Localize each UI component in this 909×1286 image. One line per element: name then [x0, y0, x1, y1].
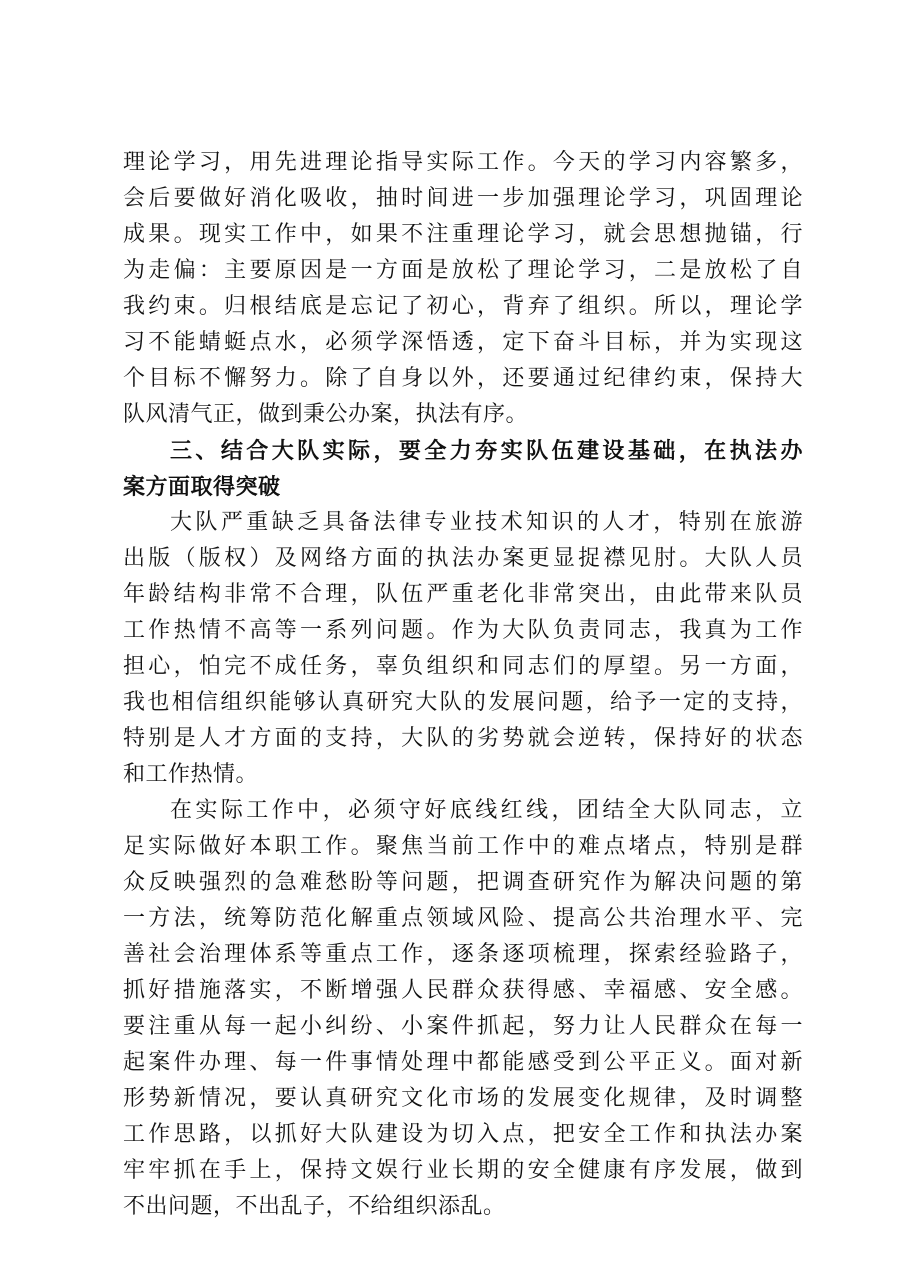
para2-line-2: 出版（版权）及网络方面的执法办案更显捉襟见肘。大队人员 [123, 546, 803, 571]
para3-line-3: 众反映强烈的急难愁盼等问题，把调查研究作为解决问题的第 [123, 870, 803, 895]
para3-line-12: 不出问题，不出乱子，不给组织添乱。 [123, 1194, 506, 1219]
section-heading-line-2: 案方面取得突破 [123, 474, 281, 500]
para3-line-4: 一方法，统筹防范化解重点领域风险、提高公共治理水平、完 [123, 906, 803, 931]
para1-line-2: 会后要做好消化吸收，抽时间进一步加强理论学习，巩固理论 [123, 186, 803, 211]
para2-line-7: 特别是人才方面的支持，大队的劣势就会逆转，保持好的状态 [123, 726, 803, 751]
para3-line-6: 抓好措施落实，不断增强人民群众获得感、幸福感、安全感。 [123, 978, 803, 1003]
para2-line-5: 担心，怕完不成任务，辜负组织和同志们的厚望。另一方面， [123, 654, 803, 679]
para3-line-2: 足实际做好本职工作。聚焦当前工作中的难点堵点，特别是群 [123, 834, 803, 859]
para1-line-4: 为走偏：主要原因是一方面是放松了理论学习，二是放松了自 [123, 258, 803, 283]
para2-line-8: 和工作热情。 [123, 762, 259, 787]
para1-line-3: 成果。现实工作中，如果不注重理论学习，就会思想抛锚，行 [123, 222, 803, 247]
para3-line-8: 起案件办理、每一件事情处理中都能感受到公平正义。面对新 [123, 1050, 803, 1075]
para1-line-8: 队风清气正，做到秉公办案，执法有序。 [123, 402, 529, 427]
para1-line-5: 我约束。归根结底是忘记了初心，背弃了组织。所以，理论学 [123, 294, 803, 319]
para3-line-5: 善社会治理体系等重点工作，逐条逐项梳理，探索经验路子， [123, 942, 803, 967]
para2-line-1: 大队严重缺乏具备法律专业技术知识的人才，特别在旅游 [170, 510, 803, 535]
para3-line-10: 工作思路，以抓好大队建设为切入点，把安全工作和执法办案 [123, 1122, 803, 1147]
para2-line-4: 工作热情不高等一系列问题。作为大队负责同志，我真为工作 [123, 618, 803, 643]
para2-line-6: 我也相信组织能够认真研究大队的发展问题，给予一定的支持， [123, 690, 803, 715]
section-heading-line-1: 三、结合大队实际，要全力夯实队伍建设基础，在执法办 [170, 438, 803, 464]
para3-line-11: 牢牢抓在手上，保持文娱行业长期的安全健康有序发展，做到 [123, 1158, 803, 1183]
para1-line-6: 习不能蜻蜓点水，必须学深悟透，定下奋斗目标，并为实现这 [123, 330, 803, 355]
para3-line-1: 在实际工作中，必须守好底线红线，团结全大队同志，立 [170, 798, 803, 823]
para1-line-7: 个目标不懈努力。除了自身以外，还要通过纪律约束，保持大 [123, 366, 803, 391]
para3-line-9: 形势新情况，要认真研究文化市场的发展变化规律，及时调整 [123, 1086, 803, 1111]
para3-line-7: 要注重从每一起小纠纷、小案件抓起，努力让人民群众在每一 [123, 1014, 803, 1039]
para1-line-1: 理论学习，用先进理论指导实际工作。今天的学习内容繁多， [123, 150, 803, 175]
para2-line-3: 年龄结构非常不合理，队伍严重老化非常突出，由此带来队员 [123, 582, 803, 607]
